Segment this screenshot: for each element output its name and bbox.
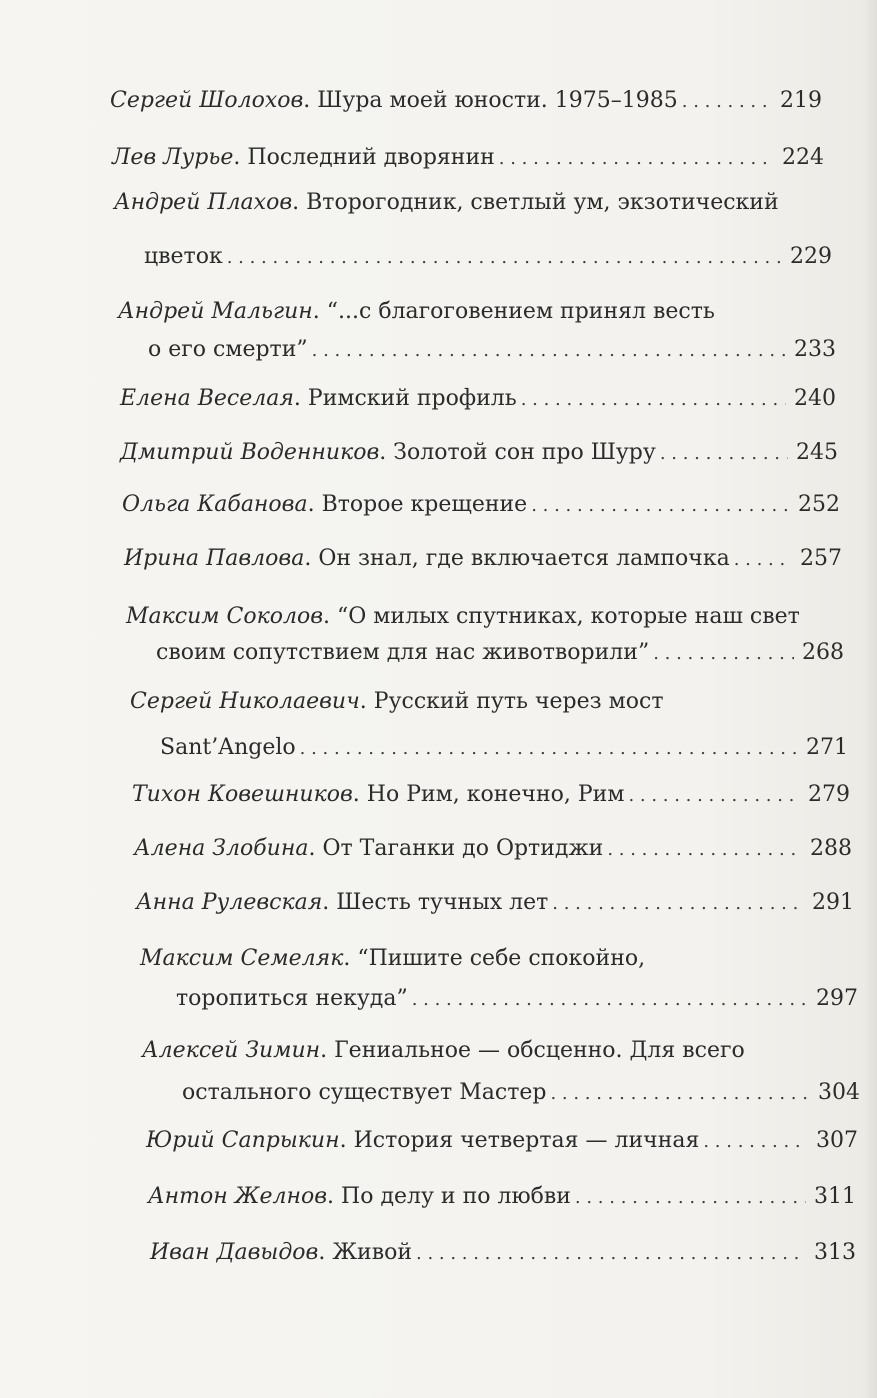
toc-title: Второгодник, светлый ум, экзотический: [306, 190, 779, 215]
toc-title: Гениальное — обсценно. Для всего: [334, 1038, 745, 1063]
toc-separator: .: [318, 1240, 333, 1265]
toc-title: Живой: [332, 1240, 412, 1265]
toc-author: Елена Веселая: [120, 386, 294, 411]
toc-page-number: 245: [796, 440, 838, 465]
toc-separator: .: [327, 1184, 342, 1209]
toc-title: Римский профиль: [307, 386, 517, 411]
dot-leader: [412, 983, 808, 1017]
toc-page-number: 268: [802, 640, 844, 665]
toc-entry: [112, 141, 824, 175]
toc-page-number: 297: [816, 986, 858, 1011]
dot-leader: [575, 1181, 806, 1215]
toc-separator: .: [293, 386, 308, 411]
toc-entry: [124, 542, 842, 576]
toc-entry-line-1: [140, 942, 858, 976]
toc-entry-line: [122, 488, 840, 522]
toc-entry: [134, 832, 852, 866]
toc-entry-line-1: [118, 295, 836, 329]
toc-entry-line: [146, 1124, 858, 1158]
toc-separator: .: [320, 1038, 335, 1063]
toc-title: Золотой сон про Шуру: [393, 440, 656, 465]
dot-leader: [552, 887, 804, 921]
toc-author: Юрий Сапрыкин: [146, 1128, 340, 1153]
toc-author: Максим Семеляк: [140, 946, 344, 971]
toc-entry: [126, 600, 844, 690]
toc-entry-line-2: [160, 731, 848, 765]
toc-entry: [130, 685, 848, 775]
dot-leader: [607, 833, 802, 867]
toc-separator: .: [308, 836, 323, 861]
toc-separator: .: [303, 88, 318, 113]
toc-author: Максим Соколов: [126, 604, 324, 629]
toc-author: Сергей Шолохов: [110, 88, 304, 113]
toc-author: Сергей Николаевич: [130, 689, 360, 714]
toc-page-number: 313: [814, 1240, 856, 1265]
dot-leader: [416, 1237, 806, 1271]
toc-entry: [122, 488, 840, 522]
toc-entry: [142, 1034, 860, 1124]
toc-page-number: 224: [782, 145, 824, 170]
toc-title-continued: остального существует Мастер: [182, 1080, 547, 1105]
toc-author: Алексей Зимин: [142, 1038, 321, 1063]
toc-author: Лев Лурье: [112, 145, 234, 170]
toc-page-number: 233: [794, 337, 836, 362]
toc-title: “...с благоговением принял весть: [326, 299, 715, 324]
toc-page-number: 304: [818, 1080, 860, 1105]
toc-author: Ирина Павлова: [124, 546, 305, 571]
dot-leader: [550, 1077, 810, 1111]
toc-entry-line-1: [142, 1034, 860, 1068]
toc-page-number: 279: [808, 782, 850, 807]
dot-leader: [312, 334, 786, 368]
toc-page-number: 291: [812, 890, 854, 915]
toc-entry-line: [120, 436, 838, 470]
dot-leader: [227, 241, 782, 275]
toc-page-number: 311: [814, 1184, 856, 1209]
dot-leader: [653, 637, 794, 671]
toc-separator: .: [323, 604, 338, 629]
dot-leader: [300, 732, 798, 766]
toc-title: История четвертая — личная: [353, 1128, 700, 1153]
toc-entry-line: [124, 542, 842, 576]
toc-separator: .: [322, 890, 337, 915]
toc-separator: .: [352, 782, 367, 807]
toc-entry-line-2: [156, 636, 844, 670]
toc-author: Иван Давыдов: [150, 1240, 319, 1265]
toc-title: От Таганки до Ортиджи: [322, 836, 604, 861]
toc-entry-line: [120, 382, 836, 416]
toc-entry: [118, 295, 836, 385]
toc-page-number: 252: [798, 492, 840, 517]
toc-separator: .: [292, 190, 307, 215]
toc-entry-line-2: [144, 240, 832, 274]
toc-entry-line-1: [126, 600, 844, 634]
toc-page-number: 219: [780, 88, 822, 113]
toc-entry: [120, 382, 836, 416]
toc-entry-line-2: [148, 333, 836, 367]
toc-entry: [140, 942, 858, 1032]
toc-entry: [114, 186, 832, 276]
toc-title-continued: цветок: [144, 244, 223, 269]
toc-separator: .: [379, 440, 394, 465]
toc-entry: [120, 436, 838, 470]
toc-author: Андрей Мальгин: [118, 299, 313, 324]
toc-entry-line-2: [182, 1076, 860, 1110]
toc-entry: [146, 1124, 858, 1158]
toc-title-continued: торопиться некуда”: [176, 986, 408, 1011]
toc-separator: .: [233, 145, 248, 170]
toc-author: Алена Злобина: [134, 836, 309, 861]
toc-title: Он знал, где включается лампочка: [318, 546, 730, 571]
toc-title-continued: о его смерти”: [148, 337, 308, 362]
toc-title-continued: Sant’Angelo: [160, 735, 296, 760]
dot-leader: [531, 489, 790, 523]
toc-entry: [132, 778, 850, 812]
toc-entry-line: [150, 1236, 856, 1270]
toc-entry: [136, 886, 854, 920]
toc-page-number: 271: [806, 735, 848, 760]
toc-separator: .: [339, 1128, 354, 1153]
toc-entry-line: [136, 886, 854, 920]
dot-leader: [660, 437, 788, 471]
toc-entry-line: [110, 84, 822, 118]
toc-entry-line: [112, 141, 824, 175]
toc-entry-line: [148, 1180, 856, 1214]
toc-entry-line: [134, 832, 852, 866]
toc-page-number: 307: [816, 1128, 858, 1153]
toc-entry-line-2: [176, 982, 858, 1016]
toc-entry-line-1: [114, 186, 832, 220]
toc-title: “О милых спутниках, которые наш свет: [337, 604, 800, 629]
dot-leader: [682, 85, 772, 119]
toc-separator: .: [304, 546, 319, 571]
toc-page-number: 257: [800, 546, 842, 571]
toc-page-number: 288: [810, 836, 852, 861]
toc-page-number: 229: [790, 244, 832, 269]
toc-separator: .: [312, 299, 327, 324]
toc-entry-line: [132, 778, 850, 812]
toc-separator: .: [343, 946, 358, 971]
toc-title: Второе крещение: [321, 492, 528, 517]
toc-title: Последний дворянин: [247, 145, 495, 170]
toc-separator: .: [307, 492, 322, 517]
dot-leader: [521, 383, 786, 417]
toc-entry: [150, 1236, 856, 1270]
toc-author: Андрей Плахов: [114, 190, 293, 215]
toc-page-number: 240: [794, 386, 836, 411]
toc-entry-line-1: [130, 685, 848, 719]
toc-author: Анна Рулевская: [136, 890, 323, 915]
toc-entry: [148, 1180, 856, 1214]
toc-author: Дмитрий Воденников: [120, 440, 380, 465]
toc-separator: .: [359, 689, 374, 714]
toc-title-continued: своим сопутствием для нас животворили”: [156, 640, 650, 665]
toc-entry: [110, 84, 822, 118]
toc-author: Тихон Ковешников: [132, 782, 353, 807]
dot-leader: [499, 142, 774, 176]
dot-leader: [703, 1125, 808, 1159]
toc-author: Ольга Кабанова: [122, 492, 308, 517]
toc-title: Шесть тучных лет: [336, 890, 549, 915]
toc-title: Русский путь через мост: [373, 689, 664, 714]
toc-title: “Пишите себе спокойно,: [357, 946, 646, 971]
dot-leader: [628, 779, 800, 813]
toc-title: Но Рим, конечно, Рим: [366, 782, 625, 807]
toc-title: Шура моей юности. 1975–1985: [317, 88, 678, 113]
dot-leader: [734, 543, 792, 577]
toc-author: Антон Желнов: [148, 1184, 328, 1209]
toc-title: По делу и по любви: [341, 1184, 571, 1209]
